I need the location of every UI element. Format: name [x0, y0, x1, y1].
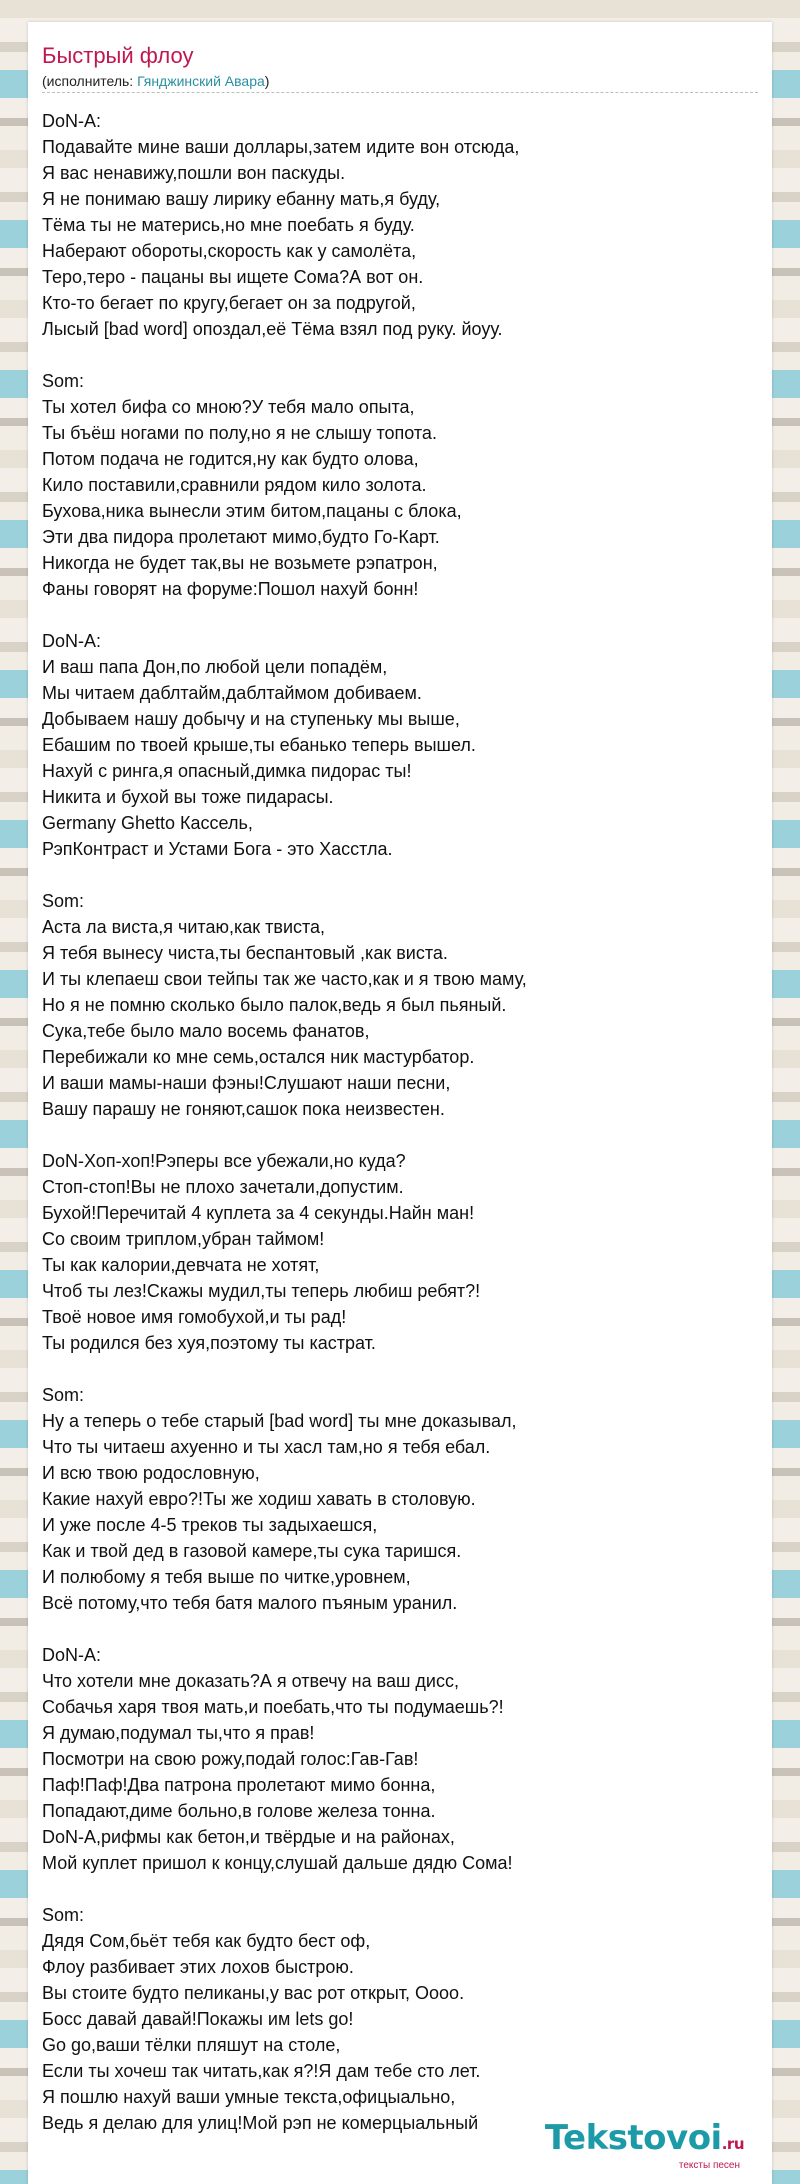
lyrics-line: Дядя Сом,бьёт тебя как будто бест оф,	[42, 1931, 371, 1951]
lyrics-line: Som:	[42, 1905, 85, 1925]
lyrics-blank-line	[42, 1122, 758, 1148]
lyrics-line: Какие нахуй евро?!Ты же ходиш хавать в столовую.	[42, 1489, 476, 1509]
lyrics-line: Что ты читаеш ахуенно и ты хасл там,но я тебя ебал.	[42, 1437, 491, 1457]
lyrics-blank-line	[42, 1356, 758, 1382]
lyrics-line: Ведь я делаю для улиц!Мой рэп не комерцыальный	[42, 2113, 479, 2133]
lyrics-line: И уже после 4-5 треков ты задыхаешся,	[42, 1515, 378, 1535]
lyrics-line: Стоп-стоп!Вы не плохо зачетали,допустим.	[42, 1177, 404, 1197]
lyrics-line: Som:	[42, 1385, 85, 1405]
lyrics-line: Твоё новое имя гомобухой,и ты рад!	[42, 1307, 347, 1327]
artist-byline	[42, 72, 269, 90]
logo-tld: .ru	[721, 2135, 744, 2153]
lyrics-card	[28, 22, 772, 2184]
lyrics-line: Чтоб ты лез!Скажы мудил,ты теперь любиш ребят?!	[42, 1281, 481, 1301]
lyrics-line: Паф!Паф!Два патрона пролетают мимо бонна,	[42, 1775, 436, 1795]
lyrics-line: Тёма ты не матерись,но мне поебать я буду.	[42, 215, 415, 235]
lyrics-line: DoN-A:	[42, 631, 102, 651]
lyrics-line: Ебашим по твоей крыше,ты ебанько теперь вышел.	[42, 735, 476, 755]
lyrics-line: Вашу парашу не гоняют,сашок пока неизвестен.	[42, 1099, 445, 1119]
lyrics-line: Сука,тебе было мало восемь фанатов,	[42, 1021, 370, 1041]
lyrics-line: Ты родился без хуя,поэтому ты кастрат.	[42, 1333, 376, 1353]
lyrics-line: Ну а теперь о тебе старый [bad word] ты мне доказывал,	[42, 1411, 517, 1431]
lyrics-line: Som:	[42, 891, 85, 911]
lyrics-line: Никогда не будет так,вы не возьмете рэпатрон,	[42, 553, 438, 573]
lyrics-line: И полюбому я тебя выше по читке,уровнем,	[42, 1567, 411, 1587]
lyrics-line: И ваш папа Дон,по любой цели попадём,	[42, 657, 388, 677]
lyrics-line: Бухова,ника вынесли этим битом,пацаны с блока,	[42, 501, 462, 521]
lyrics-line: Попадают,диме больно,в голове железа тонна.	[42, 1801, 436, 1821]
lyrics-line: Добываем нашу добычу и на ступеньку мы выше,	[42, 709, 460, 729]
lyrics-line: Go go,ваши тёлки пляшут на столе,	[42, 2035, 341, 2055]
lyrics-line: DoN-A,рифмы как бетон,и твёрдые и на районах,	[42, 1827, 455, 1847]
lyrics-line: Ты хотел бифа со мною?У тебя мало опыта,	[42, 397, 415, 417]
lyrics-line: Мы читаем даблтайм,даблтаймом добиваем.	[42, 683, 422, 703]
lyrics-line: Germany Ghetto Кассель,	[42, 813, 253, 833]
lyrics-line: Если ты хочеш так читать,как я?!Я дам тебе сто лет.	[42, 2061, 481, 2081]
lyrics-line: Флоу разбивает этих лохов быстрою.	[42, 1957, 354, 1977]
site-logo[interactable]	[545, 2120, 744, 2172]
lyrics-line: РэпКонтраст и Устами Бога - это Хасстла.	[42, 839, 393, 859]
lyrics-line: Мой куплет пришол к концу,слушай дальше дядю Сома!	[42, 1853, 513, 1873]
lyrics-line: Я пошлю нахуй ваши умные текста,офицыально,	[42, 2087, 456, 2107]
lyrics-line: Подавайте мине ваши доллары,затем идите вон отсюда,	[42, 137, 520, 157]
lyrics-line: Ты бъёш ногами по полу,но я не слышу топота.	[42, 423, 437, 443]
lyrics-line: Нахуй с ринга,я опасный,димка пидорас ты!	[42, 761, 412, 781]
lyrics-line: Кило поставили,сравнили рядом кило золота.	[42, 475, 427, 495]
lyrics-line: Потом подача не годится,ну как будто олова,	[42, 449, 419, 469]
lyrics-line: Со своим триплом,убран таймом!	[42, 1229, 325, 1249]
lyrics-line: Посмотри на свою рожу,подай голос:Гав-Гав!	[42, 1749, 419, 1769]
logo-wordmark	[545, 2120, 744, 2162]
lyrics-line: Всё потому,что тебя батя малого пъяным уранил.	[42, 1593, 458, 1613]
lyrics-line: Как и твой дед в газовой камере,ты сука таришся.	[42, 1541, 462, 1561]
lyrics-line: Наберают обороты,скорость как у самолёта,	[42, 241, 417, 261]
title-divider	[42, 92, 758, 93]
lyrics-line: Перебижали ко мне семь,остался ник мастурбатор.	[42, 1047, 475, 1067]
lyrics-blank-line	[42, 602, 758, 628]
lyrics-line: Вы стоите будто пеликаны,у вас рот открыт, Оооо.	[42, 1983, 465, 2003]
lyrics-line: И ты клепаеш свои тейпы так же часто,как и я твою маму,	[42, 969, 527, 989]
lyrics-line: Ты как калории,девчата не хотят,	[42, 1255, 320, 1275]
song-title: Быстрый флоу	[42, 43, 194, 68]
lyrics-line: Аста ла виста,я читаю,как твиста,	[42, 917, 326, 937]
lyrics-blank-line	[42, 862, 758, 888]
lyrics-line: Босс давай давай!Покажы им lets go!	[42, 2009, 354, 2029]
lyrics-line: Что хотели мне доказать?А я отвечу на ваш дисс,	[42, 1671, 459, 1691]
lyrics-line: DoN-A:	[42, 111, 102, 131]
artist-link[interactable]: Гянджинский Авара	[137, 73, 265, 89]
lyrics-line: Я думаю,подумал ты,что я прав!	[42, 1723, 315, 1743]
lyrics-line: Я не понимаю вашу лирику ебанну мать,я буду,	[42, 189, 441, 209]
lyrics-line: И всю твою родословную,	[42, 1463, 260, 1483]
lyrics-line: Фаны говорят на форуме:Пошол нахуй бонн!	[42, 579, 419, 599]
lyrics-line: Но я не помню сколько было палок,ведь я был пьяный.	[42, 995, 507, 1015]
lyrics-line: Лысый [bad word] опоздал,её Тёма взял под руку. йоуу.	[42, 319, 503, 339]
lyrics-line: Эти два пидора пролетают мимо,будто Го-Карт.	[42, 527, 440, 547]
lyrics-line: Собачья харя твоя мать,и поебать,что ты подумаешь?!	[42, 1697, 504, 1717]
lyrics-blank-line	[42, 1876, 758, 1902]
lyrics-line: DoN-A:	[42, 1645, 102, 1665]
logo-tagline: тексты песен	[678, 2160, 740, 2171]
byline-prefix: (исполнитель:	[42, 73, 138, 89]
logo-brand: Tekstovoi	[544, 2118, 722, 2158]
lyrics-line: Я тебя вынесу чиста,ты беспантовый ,как виста.	[42, 943, 448, 963]
byline-suffix: )	[264, 73, 270, 89]
lyrics-line: Кто-то бегает по кругу,бегает он за подругой,	[42, 293, 416, 313]
lyrics-line: Я вас ненавижу,пошли вон паскуды.	[42, 163, 346, 183]
lyrics-blank-line	[42, 1616, 758, 1642]
lyrics-text	[42, 108, 758, 2136]
lyrics-line: Теро,теро - пацаны вы ищете Сома?А вот он.	[42, 267, 424, 287]
lyrics-line: Никита и бухой вы тоже пидарасы.	[42, 787, 334, 807]
lyrics-line: Бухой!Перечитай 4 куплета за 4 секунды.Найн ман!	[42, 1203, 475, 1223]
lyrics-line: DoN-Хоп-хоп!Рэперы все убежали,но куда?	[42, 1151, 406, 1171]
lyrics-line: И ваши мамы-наши фэны!Слушают наши песни,	[42, 1073, 451, 1093]
lyrics-blank-line	[42, 342, 758, 368]
lyrics-line: Som:	[42, 371, 85, 391]
